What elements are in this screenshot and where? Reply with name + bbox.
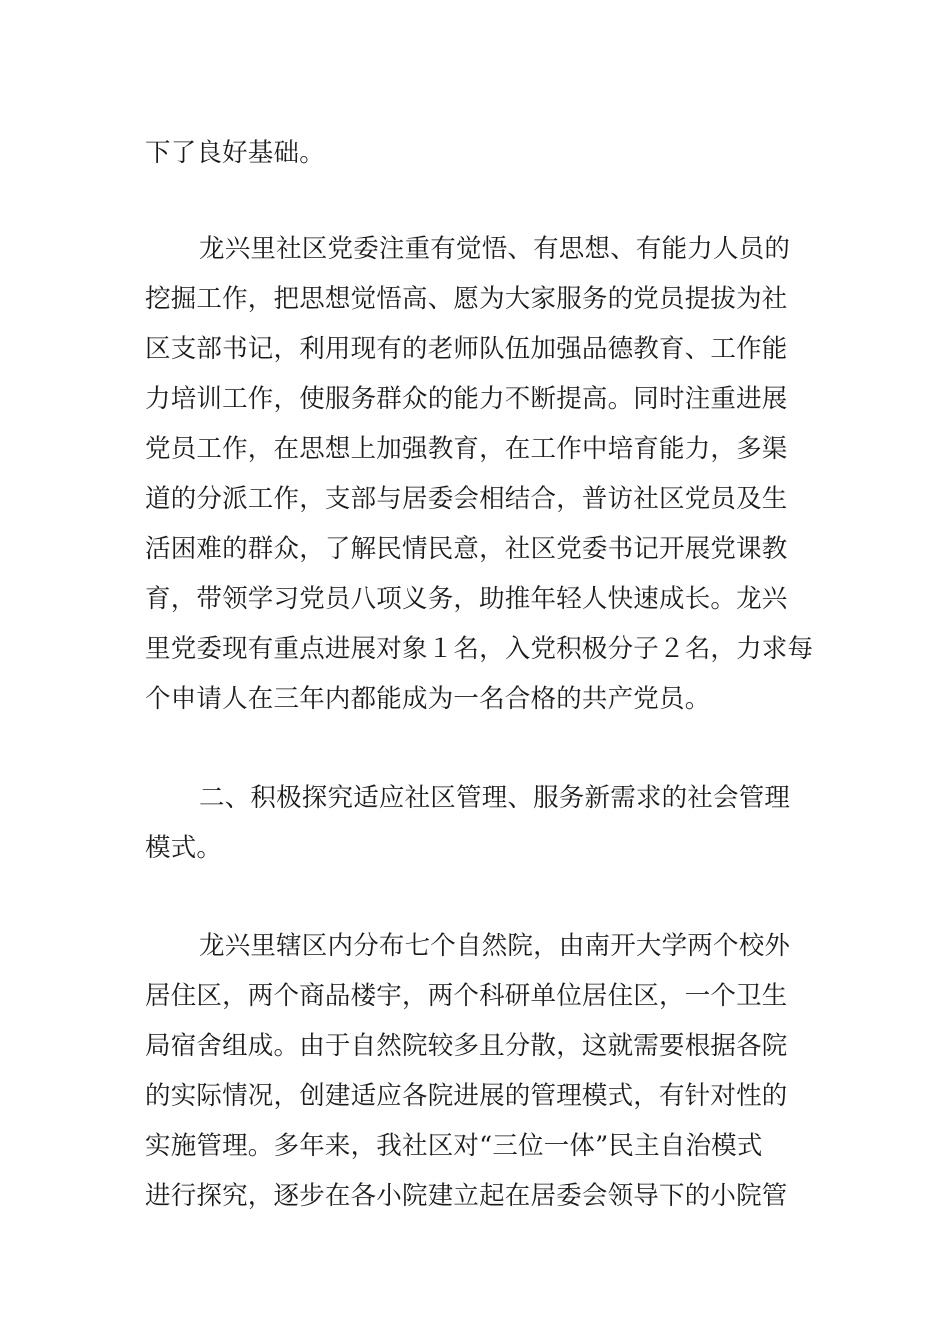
paragraph-1-line-1: 下了良好基础。 — [145, 138, 325, 168]
paragraph-4-line-3: 局宿舍组成。由于自然院较多且分散，这就需要根据各院 — [145, 1031, 788, 1061]
paragraph-4-line-5: 实施管理。多年来，我社区对“三位一体”民主自治模式 — [145, 1131, 763, 1161]
paragraph-2-line-7: 活困难的群众，了解民情民意，社区党委书记开展党课教 — [145, 534, 788, 564]
paragraph-2-line-8: 育，带领学习党员八项义务，助推年轻人快速成长。龙兴 — [145, 584, 788, 614]
paragraph-2-line-10: 个申请人在三年内都能成为一名合格的共产党员。 — [145, 684, 711, 714]
paragraph-4-line-4: 的实际情况，创建适应各院进展的管理模式，有针对性的 — [145, 1081, 788, 1111]
paragraph-4-line-1: 龙兴里辖区内分布七个自然院，由南开大学两个校外 — [199, 931, 791, 961]
paragraph-2-line-3: 区支部书记，利用现有的老师队伍加强品德教育、工作能 — [145, 334, 788, 364]
paragraph-2-line-4: 力培训工作，使服务群众的能力不断提高。同时注重进展 — [145, 384, 788, 414]
paragraph-2-line-5: 党员工作，在思想上加强教育，在工作中培育能力，多渠 — [145, 434, 788, 464]
section-heading-line-2: 模式。 — [145, 833, 223, 863]
paragraph-2-line-2: 挖掘工作，把思想觉悟高、愿为大家服务的党员提拔为社 — [145, 284, 788, 314]
section-heading-line-1: 二、积极探究适应社区管理、服务新需求的社会管理 — [199, 783, 791, 813]
paragraph-2-line-6: 道的分派工作，支部与居委会相结合，普访社区党员及生 — [145, 484, 788, 514]
paragraph-4-line-2: 居住区，两个商品楼宇，两个科研单位居住区，一个卫生 — [145, 981, 788, 1011]
paragraph-2-line-9: 里党委现有重点进展对象１名，入党积极分子２名，力求每 — [145, 634, 814, 664]
paragraph-4-line-6: 进行探究，逐步在各小院建立起在居委会领导下的小院管 — [145, 1181, 788, 1211]
paragraph-2-line-1: 龙兴里社区党委注重有觉悟、有思想、有能力人员的 — [199, 234, 791, 264]
